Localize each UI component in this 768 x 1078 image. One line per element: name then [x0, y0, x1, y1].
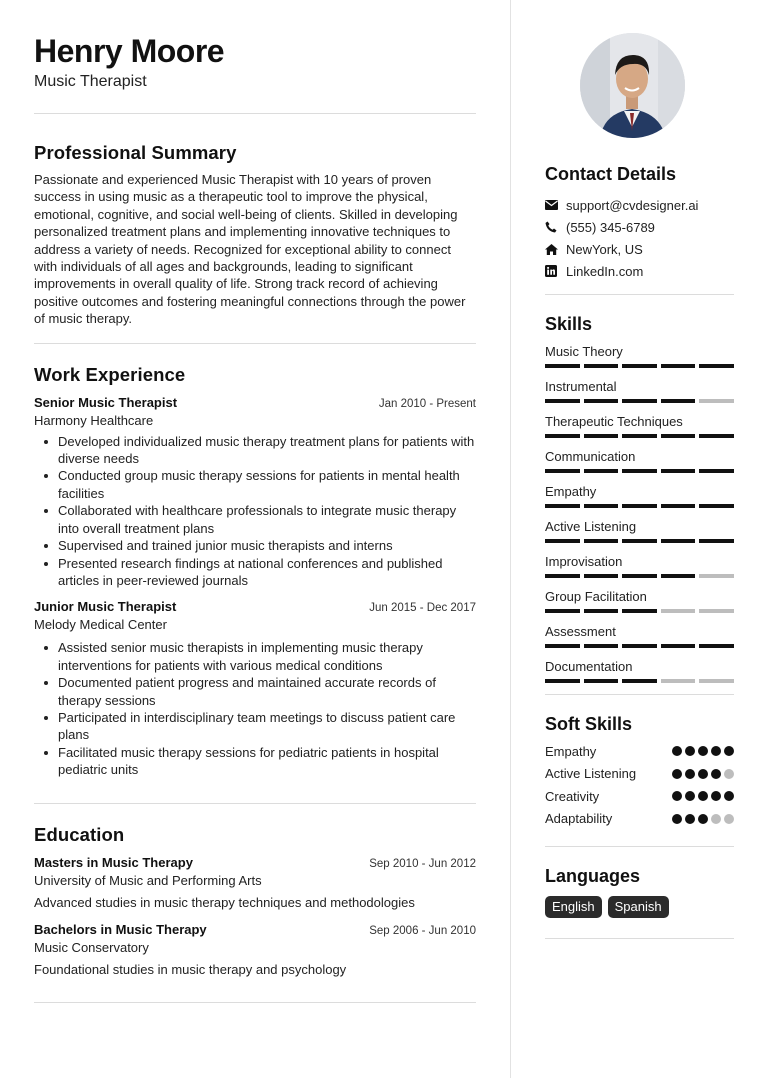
- skill-level-segment: [622, 644, 657, 648]
- job-bullet: Developed individualized music therapy treatment plans for patients with diverse needs: [34, 433, 476, 468]
- job-title: Junior Music Therapist: [34, 599, 177, 615]
- section-divider: [545, 938, 734, 939]
- job-bullet: Supervised and trained junior music therapists and interns: [34, 537, 476, 554]
- contact-list: [545, 194, 734, 282]
- soft-skills-section: [545, 713, 734, 830]
- soft-skill-rating: [672, 769, 734, 779]
- skill-level-segment: [661, 609, 696, 613]
- skill-level-segment: [545, 644, 580, 648]
- skill-level-segment: [699, 679, 734, 683]
- soft-skill-name: Active Listening: [545, 766, 637, 782]
- skill-level-segment: [584, 644, 619, 648]
- skill-level-segment: [661, 364, 696, 368]
- column-divider: [510, 0, 511, 1078]
- main-column: [34, 33, 476, 1003]
- job-bullet: Assisted senior music therapists in implementing music therapy interventions for patients with various medical conditions: [34, 639, 476, 674]
- skill-level-segment: [545, 364, 580, 368]
- skill-level-bar: [545, 364, 734, 368]
- section-divider: [545, 846, 734, 847]
- skill-level-segment: [545, 469, 580, 473]
- skill-name: Music Theory: [545, 344, 623, 359]
- summary-text: Passionate and experienced Music Therapist with 10 years of proven success in using music as a therapeutic tool to improve the physical, emotional, cognitive, and social well-being of clients. Skilled in developing personalized treatment plans and implementing innovative techniques to address a variety of needs. Recognized for exceptional ability to connect with individuals of all ages and backgrounds, leading to significant improvements in overall quality of life. Strong track record of achieving positive outcomes and fostering meaningful connections through the power of music therapy.: [34, 172, 466, 327]
- skill-level-segment: [622, 574, 657, 578]
- education-title: Education: [34, 823, 125, 845]
- experience-section: [34, 364, 476, 779]
- rating-dot: [685, 814, 695, 824]
- section-divider: [545, 694, 734, 695]
- skill-level-segment: [584, 539, 619, 543]
- experience-title: Work Experience: [34, 363, 186, 385]
- soft-skill-rating: [672, 814, 734, 824]
- skill-item: [545, 554, 734, 578]
- job-date: Jun 2015 - Dec 2017: [369, 602, 476, 615]
- soft-skill-item: [545, 763, 734, 786]
- language-tags: [545, 896, 734, 918]
- skill-item: [545, 484, 734, 508]
- skill-level-segment: [584, 364, 619, 368]
- skill-name: Active Listening: [545, 519, 637, 534]
- section-divider: [34, 1002, 476, 1003]
- skill-level-bar: [545, 609, 734, 613]
- skill-level-segment: [584, 504, 619, 508]
- contact-location: [545, 238, 734, 260]
- skill-item: [545, 589, 734, 613]
- skill-level-segment: [545, 539, 580, 543]
- rating-dot: [724, 769, 734, 779]
- summary-section: [34, 142, 476, 328]
- skill-level-segment: [661, 679, 696, 683]
- skill-level-segment: [699, 539, 734, 543]
- education-date: Sep 2006 - Jun 2010: [369, 924, 476, 937]
- soft-skill-item: [545, 808, 734, 831]
- language-tag: English: [545, 896, 602, 918]
- skill-level-segment: [699, 644, 734, 648]
- skill-level-segment: [545, 679, 580, 683]
- school-name: University of Music and Performing Arts: [34, 872, 262, 888]
- skill-level-segment: [661, 574, 696, 578]
- skill-level-segment: [622, 399, 657, 403]
- job-bullet: Documented patient progress and maintained accurate records of therapy sessions: [34, 674, 476, 709]
- job-entry: [34, 598, 476, 778]
- rating-dot: [724, 814, 734, 824]
- soft-skill-rating: [672, 791, 734, 801]
- job-bullets: [34, 433, 476, 590]
- rating-dot: [685, 791, 695, 801]
- envelope-icon: [545, 200, 566, 210]
- rating-dot: [672, 769, 682, 779]
- skill-item: [545, 659, 734, 683]
- skill-level-segment: [622, 609, 657, 613]
- linkedin-icon: [545, 265, 566, 277]
- job-employer: Harmony Healthcare: [34, 412, 154, 428]
- skill-level-segment: [699, 399, 734, 403]
- education-description: Advanced studies in music therapy techniques and methodologies: [34, 894, 415, 910]
- section-divider: [34, 343, 476, 344]
- skill-level-segment: [622, 469, 657, 473]
- education-entry: [34, 854, 476, 911]
- skill-item: [545, 344, 734, 368]
- soft-skill-name: Creativity: [545, 788, 600, 804]
- education-date: Sep 2010 - Jun 2012: [369, 857, 476, 870]
- skill-level-segment: [661, 504, 696, 508]
- skill-item: [545, 519, 734, 543]
- rating-dot: [698, 746, 708, 756]
- skill-level-segment: [699, 469, 734, 473]
- rating-dot: [711, 769, 721, 779]
- rating-dot: [724, 746, 734, 756]
- rating-dot: [672, 746, 682, 756]
- rating-dot: [685, 769, 695, 779]
- education-description: Foundational studies in music therapy and psychology: [34, 961, 347, 977]
- skill-level-segment: [545, 609, 580, 613]
- skill-item: [545, 379, 734, 403]
- skill-name: Communication: [545, 449, 636, 464]
- rating-dot: [698, 769, 708, 779]
- soft-skills-list: [545, 740, 734, 830]
- contact-phone[interactable]: [545, 216, 734, 238]
- job-bullet: Collaborated with healthcare professionals to integrate music therapy into overall treatment plans: [34, 502, 476, 537]
- rating-dot: [672, 814, 682, 824]
- contact-phone-text: (555) 345-6789: [566, 219, 655, 235]
- skill-name: Assessment: [545, 624, 616, 639]
- languages-title: Languages: [545, 866, 641, 886]
- skill-level-bar: [545, 574, 734, 578]
- skill-level-segment: [699, 504, 734, 508]
- languages-section: [545, 865, 734, 918]
- summary-title: Professional Summary: [34, 142, 237, 163]
- section-divider: [545, 294, 734, 295]
- skill-level-segment: [584, 399, 619, 403]
- job-entry: [34, 394, 476, 590]
- profile-photo: [580, 33, 685, 138]
- contact-email-text: support@cvdesigner.ai: [566, 197, 699, 213]
- skill-level-segment: [661, 539, 696, 543]
- contact-linkedin[interactable]: [545, 260, 734, 282]
- skill-level-segment: [661, 399, 696, 403]
- rating-dot: [698, 791, 708, 801]
- school-name: Music Conservatory: [34, 939, 149, 955]
- rating-dot: [711, 791, 721, 801]
- skill-level-segment: [699, 609, 734, 613]
- job-bullets: [34, 639, 476, 778]
- skill-level-segment: [661, 434, 696, 438]
- skill-name: Documentation: [545, 659, 633, 674]
- skill-level-segment: [545, 574, 580, 578]
- skill-name: Improvisation: [545, 554, 623, 569]
- contact-linkedin-text: LinkedIn.com: [566, 263, 644, 279]
- candidate-role: Music Therapist: [34, 73, 147, 90]
- job-employer: Melody Medical Center: [34, 617, 167, 633]
- skill-level-bar: [545, 469, 734, 473]
- skill-name: Instrumental: [545, 379, 617, 394]
- skill-level-segment: [584, 609, 619, 613]
- job-bullet: Participated in interdisciplinary team meetings to discuss patient care plans: [34, 709, 476, 744]
- soft-skill-rating: [672, 746, 734, 756]
- soft-skill-item: [545, 785, 734, 808]
- degree-title: Masters in Music Therapy: [34, 854, 193, 870]
- skill-level-bar: [545, 434, 734, 438]
- skill-level-bar: [545, 399, 734, 403]
- job-bullet: Presented research findings at national conferences and published articles in peer-reviewed journals: [34, 555, 476, 590]
- skill-level-segment: [622, 434, 657, 438]
- skill-level-segment: [622, 679, 657, 683]
- job-bullet: Facilitated music therapy sessions for pediatric patients in hospital pediatric units: [34, 744, 476, 779]
- contact-email[interactable]: [545, 194, 734, 216]
- skill-level-bar: [545, 679, 734, 683]
- skill-level-segment: [622, 504, 657, 508]
- skill-level-segment: [622, 364, 657, 368]
- rating-dot: [711, 814, 721, 824]
- rating-dot: [672, 791, 682, 801]
- soft-skill-item: [545, 740, 734, 763]
- skill-level-segment: [545, 504, 580, 508]
- skill-level-segment: [584, 434, 619, 438]
- skill-level-segment: [584, 679, 619, 683]
- skills-title: Skills: [545, 314, 593, 334]
- home-icon: [545, 244, 566, 255]
- skill-name: Empathy: [545, 484, 597, 499]
- skills-section: [545, 313, 734, 683]
- rating-dot: [724, 791, 734, 801]
- rating-dot: [711, 746, 721, 756]
- education-entry: [34, 921, 476, 978]
- skill-item: [545, 624, 734, 648]
- job-date: Jan 2010 - Present: [378, 397, 476, 410]
- skill-level-segment: [699, 434, 734, 438]
- soft-skill-name: Adaptability: [545, 811, 613, 827]
- skill-level-bar: [545, 644, 734, 648]
- candidate-name: Henry Moore: [34, 33, 225, 69]
- skills-list: [545, 344, 734, 683]
- sidebar-column: [545, 163, 734, 939]
- skill-level-segment: [699, 574, 734, 578]
- language-tag: Spanish: [608, 896, 669, 918]
- skill-level-segment: [545, 434, 580, 438]
- rating-dot: [698, 814, 708, 824]
- header-divider: [34, 113, 476, 114]
- skill-level-segment: [584, 469, 619, 473]
- phone-icon: [545, 221, 566, 233]
- skill-level-segment: [622, 539, 657, 543]
- job-title: Senior Music Therapist: [34, 394, 178, 410]
- contact-location-text: NewYork, US: [566, 241, 643, 257]
- skill-level-segment: [699, 364, 734, 368]
- section-divider: [34, 803, 476, 804]
- skill-level-segment: [545, 399, 580, 403]
- soft-skills-title: Soft Skills: [545, 714, 633, 734]
- skill-level-segment: [661, 644, 696, 648]
- rating-dot: [685, 746, 695, 756]
- skill-name: Therapeutic Techniques: [545, 414, 683, 429]
- skill-name: Group Facilitation: [545, 589, 647, 604]
- job-bullet: Conducted group music therapy sessions for patients in mental health facilities: [34, 467, 476, 502]
- skill-level-segment: [584, 574, 619, 578]
- skill-level-bar: [545, 539, 734, 543]
- skill-level-segment: [661, 469, 696, 473]
- contact-title: Contact Details: [545, 164, 677, 184]
- skill-level-bar: [545, 504, 734, 508]
- degree-title: Bachelors in Music Therapy: [34, 921, 207, 937]
- skill-item: [545, 449, 734, 473]
- soft-skill-name: Empathy: [545, 743, 597, 759]
- education-section: [34, 824, 476, 978]
- skill-item: [545, 414, 734, 438]
